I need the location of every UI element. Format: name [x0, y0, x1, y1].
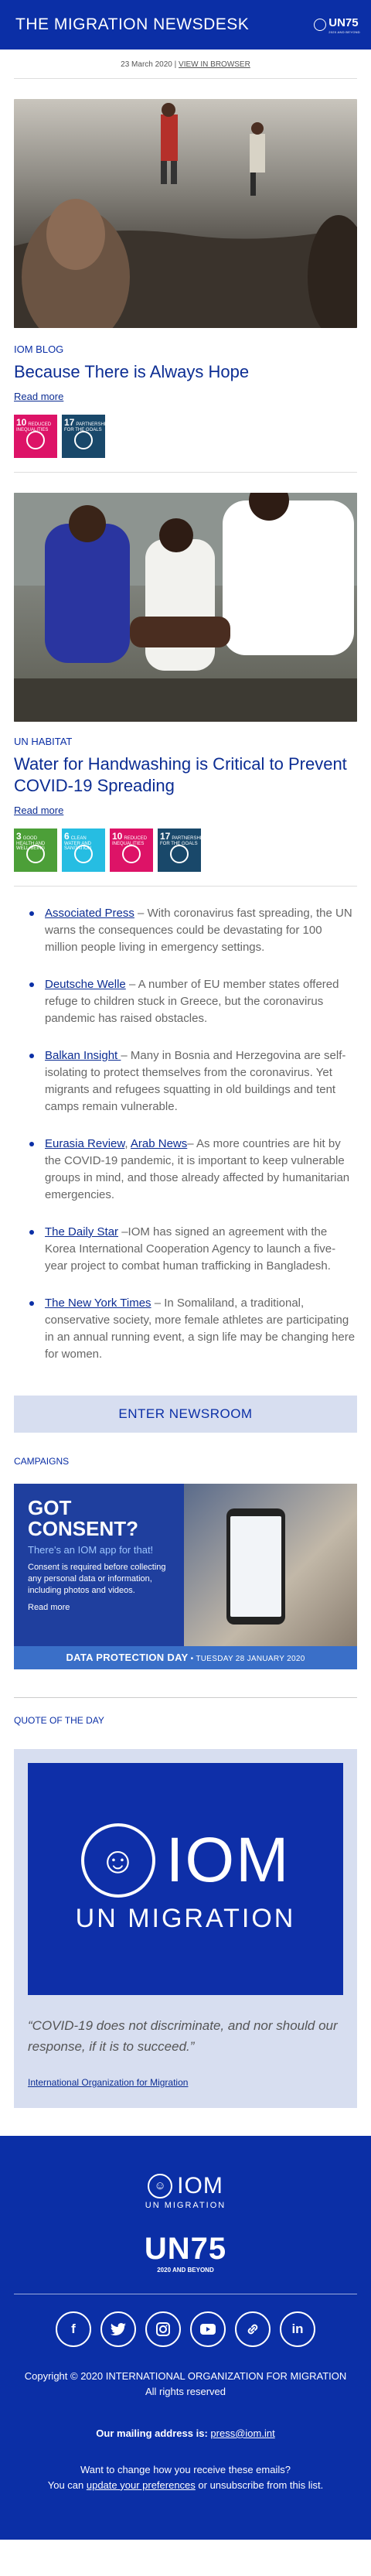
- copyright: [14, 2369, 357, 2400]
- link-icon[interactable]: [235, 2311, 271, 2347]
- story-un-habitat: [0, 473, 371, 745]
- water-glass-icon: [74, 845, 93, 863]
- sdg-6-badge[interactable]: [62, 828, 105, 872]
- campaign-photo: [184, 1484, 357, 1646]
- iom-logo-text: IOM: [165, 1825, 291, 1896]
- twitter-icon[interactable]: [100, 2311, 136, 2347]
- story-photo-children-on-hill[interactable]: [14, 99, 357, 328]
- news-source-link[interactable]: Arab News: [130, 1136, 188, 1150]
- sdg-number: 6: [64, 830, 70, 842]
- read-more-link[interactable]: Read more: [14, 804, 64, 816]
- news-summary: – Many in Bosnia and Herzegovina are self-isolating to protect themselves from the coronavirus. Yet migrants and refugees squatting in old buildings and tent camps remain vulnerable.: [45, 1048, 346, 1113]
- update-preferences-link[interactable]: update your preferences: [86, 2479, 196, 2491]
- news-source-link[interactable]: The Daily Star: [45, 1225, 119, 1238]
- news-source-link[interactable]: Associated Press: [45, 906, 134, 920]
- list-item: [14, 905, 357, 956]
- campaign-band-date: • TUESDAY 28 JANUARY 2020: [188, 1654, 305, 1663]
- campaign-read-more[interactable]: Read more: [28, 1602, 70, 1612]
- quote-label: QUOTE OF THE DAY: [14, 1714, 104, 1726]
- list-item: [14, 1224, 357, 1275]
- sdg-icons: [14, 828, 357, 872]
- campaign-band: [14, 1646, 357, 1669]
- news-summary: – In Somaliland, a traditional, conservative society, more female athletes are participating in an annual running event, a sign life may be changing here for women.: [45, 1296, 356, 1361]
- sdg-10-badge[interactable]: [110, 828, 153, 872]
- sdg-number: 10: [16, 416, 27, 428]
- header: [0, 0, 371, 50]
- sdg-label: GOOD HEALTH AND WELL-BEING: [16, 835, 46, 851]
- issue-date: 23 March 2020: [121, 60, 172, 69]
- campaign-headline: GOT CONSENT?: [28, 1495, 138, 1541]
- footer-iom-text: IOM: [177, 2172, 223, 2198]
- story-iom-blog: [0, 79, 371, 353]
- campaign-body: Consent is required before collecting any personal data or information, including photos and videos.: [28, 1563, 166, 1596]
- un75-logo-sub: 2020 AND BEYOND: [328, 29, 360, 34]
- news-source-link[interactable]: Balkan Insight: [45, 1048, 121, 1062]
- list-item: Eurasia Review, Arab News– As more countries are hit by the COVID-19 pandemic, it is important to keep vulnerable groups in mind, and those already affected by humanitarian emergencies.: [14, 1136, 357, 1204]
- sdg-label: PARTNERSHIPS FOR THE GOALS: [160, 835, 208, 846]
- story-photo-illustration: [14, 493, 357, 722]
- iom-logo: [81, 1823, 291, 1898]
- campaign-text: [14, 1484, 184, 1646]
- footer-un75-sub: 2020 AND BEYOND: [157, 2266, 214, 2274]
- change-prefix: You can: [47, 2479, 87, 2491]
- mailing-address-email[interactable]: press@iom.int: [210, 2427, 275, 2439]
- rights-line: All rights reserved: [145, 2385, 226, 2397]
- social-links: [14, 2311, 357, 2347]
- news-summary: – A number of EU member states offered refuge to children stuck in Greece, but the coronavirus pandemic has raised obstacles.: [45, 977, 339, 1025]
- story-photo-illustration: [14, 99, 357, 328]
- iom-family-emblem-icon: ☺: [81, 1823, 155, 1898]
- story-tag: IOM BLOG: [14, 343, 64, 355]
- story-photo-handwashing[interactable]: [14, 493, 357, 722]
- list-item: [14, 976, 357, 1027]
- sdg-number: 10: [112, 830, 123, 842]
- sdg-number: 17: [64, 416, 75, 428]
- news-summary: – As more countries are hit by the COVID-19 pandemic, it is important to keep vulnerable groups in mind, and those already affected by humanitarian emergencies.: [45, 1136, 350, 1201]
- sdg-number: 3: [16, 830, 22, 842]
- campaign-banner[interactable]: [14, 1484, 357, 1669]
- campaign-subhead: There's an IOM app for that!: [28, 1544, 154, 1556]
- linkedin-icon[interactable]: in: [280, 2311, 315, 2347]
- story-title[interactable]: Because There is Always Hope: [14, 362, 250, 381]
- sdg-label: PARTNERSHIPS FOR THE GOALS: [64, 422, 112, 432]
- footer: [0, 2136, 371, 2540]
- un-migration-logo-text: UN MIGRATION: [75, 1904, 296, 1934]
- footer-iom-logo[interactable]: [14, 2173, 357, 2210]
- equality-icon: [26, 431, 45, 449]
- iom-logo-banner: [28, 1763, 343, 1995]
- news-summary: – With coronavirus fast spreading, the UN warns the consequences could be devastating for 100 million people living in emergency settings.: [45, 906, 352, 954]
- list-item: [14, 1047, 357, 1115]
- news-list: [0, 887, 371, 1391]
- partnership-icon: [170, 845, 189, 863]
- facebook-icon[interactable]: f: [56, 2311, 91, 2347]
- quote-source-link[interactable]: International Organization for Migration: [28, 2076, 189, 2088]
- campaigns-label: CAMPAIGNS: [14, 1455, 70, 1467]
- newsletter-title: THE MIGRATION NEWSDESK: [15, 15, 250, 33]
- news-source-link[interactable]: Eurasia Review: [45, 1136, 125, 1150]
- instagram-icon[interactable]: [145, 2311, 181, 2347]
- news-source-link[interactable]: The New York Times: [45, 1296, 151, 1310]
- un75-logo-text: UN75: [328, 15, 359, 29]
- sdg-17-badge[interactable]: [158, 828, 208, 872]
- unsubscribe-text: or unsubscribe from this list.: [195, 2479, 324, 2491]
- view-in-browser-link[interactable]: VIEW IN BROWSER: [179, 60, 250, 69]
- mailing-address-label: Our mailing address is:: [96, 2427, 208, 2439]
- list-item: [14, 1295, 357, 1363]
- change-question: Want to change how you receive these emails?: [80, 2463, 291, 2475]
- copyright-line: Copyright © 2020 INTERNATIONAL ORGANIZATION FOR MIGRATION: [24, 2369, 347, 2382]
- sdg-icons: [14, 415, 357, 458]
- campaign-band-title: DATA PROTECTION DAY: [66, 1651, 189, 1663]
- sdg-17-badge[interactable]: [62, 415, 112, 458]
- un-emblem-icon: [314, 19, 326, 31]
- sdg-label: REDUCED INEQUALITIES: [16, 422, 52, 432]
- phone-icon: [226, 1508, 285, 1625]
- preferences-text: [14, 2462, 357, 2493]
- story-title[interactable]: Water for Handwashing is Critical to Prevent COVID-19 Spreading: [14, 753, 347, 796]
- heartbeat-icon: [26, 845, 45, 863]
- sdg-label: CLEAN WATER AND SANITATION: [64, 835, 92, 851]
- equality-icon: [122, 845, 141, 863]
- sdg-label: REDUCED INEQUALITIES: [112, 835, 148, 846]
- iom-family-emblem-icon: ☺: [148, 2174, 172, 2198]
- partnership-icon: [74, 431, 93, 449]
- mailing-address: [14, 2427, 357, 2439]
- sdg-number: 17: [160, 830, 171, 842]
- quote-text: “COVID-19 does not discriminate, and nor should our response, if it is to succeed.”: [28, 2017, 338, 2054]
- enter-newsroom-button[interactable]: ENTER NEWSROOM: [14, 1396, 357, 1433]
- footer-un-migration-text: UN MIGRATION: [145, 2200, 226, 2210]
- news-summary: –IOM has signed an agreement with the Korea International Cooperation Agency to launch a five-year project to combat human trafficking in Bangladesh.: [45, 1225, 336, 1273]
- news-source-link[interactable]: Deutsche Welle: [45, 977, 126, 991]
- date-bar: [0, 50, 371, 78]
- date-separator: |: [172, 60, 179, 69]
- youtube-icon[interactable]: [190, 2311, 226, 2347]
- un75-logo: [314, 16, 360, 34]
- sdg-3-badge[interactable]: [14, 828, 57, 872]
- quote-box: [14, 1749, 357, 2108]
- read-more-link[interactable]: Read more: [14, 390, 64, 402]
- footer-un75-logo[interactable]: UN75: [144, 2231, 227, 2266]
- story-tag: UN HABITAT: [14, 735, 73, 747]
- sdg-10-badge[interactable]: [14, 415, 57, 458]
